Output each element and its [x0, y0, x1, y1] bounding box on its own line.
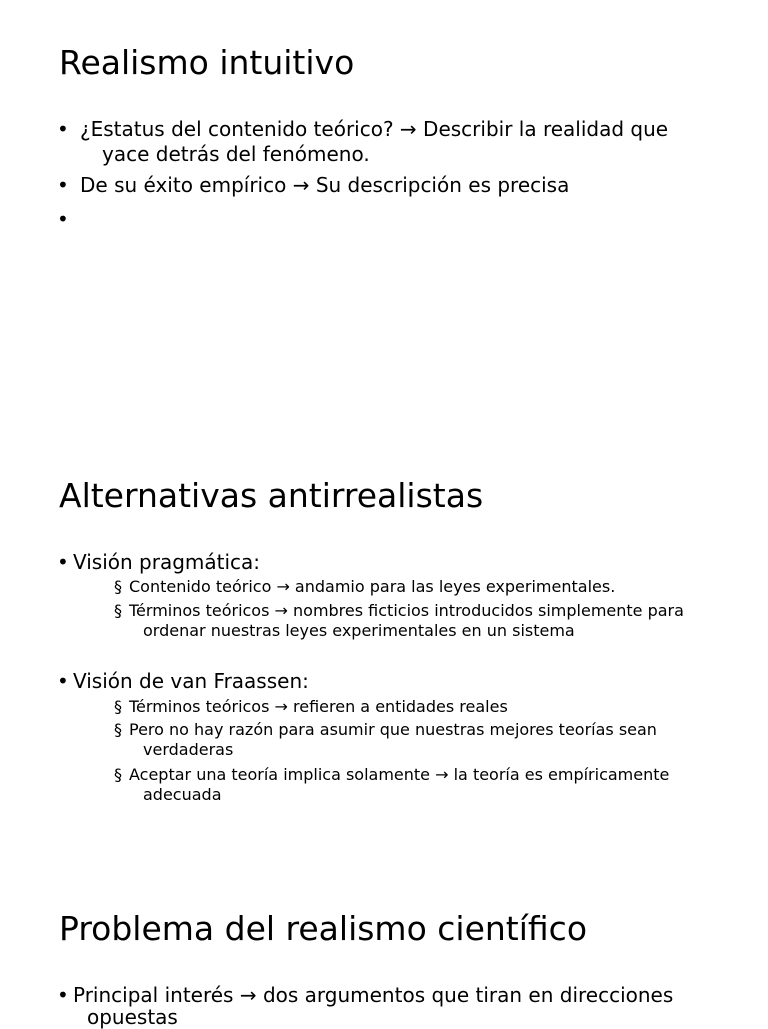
section-bullet-icon: § [114, 697, 122, 716]
bullet-text: De su éxito empírico → Su descripción es precisa [80, 173, 570, 197]
bullet-icon: • [57, 669, 69, 693]
slide-title: Realismo intuitivo [59, 43, 355, 82]
sub-bullet-text: Contenido teórico → andamio para las leyes experimentales. [129, 577, 616, 596]
bullet-icon: • [57, 983, 69, 1007]
slide-title: Alternativas antirrealistas [59, 476, 484, 515]
bullet-text: Principal interés → dos argumentos que tiran en direcciones opuestas [73, 983, 674, 1029]
bullet-text: Visión de van Fraassen: [73, 669, 309, 693]
sub-bullet-item [114, 601, 704, 641]
bullet-text: Visión pragmática: [73, 550, 261, 574]
sub-bullet-item [114, 765, 674, 805]
section-bullet-icon: § [114, 577, 122, 596]
bullet-item [57, 173, 707, 198]
bullet-icon: • [57, 173, 69, 197]
sub-bullet-text: Términos teóricos → nombres ficticios introducidos simplemente para ordenar nuestras leyes experimentales en un sistema [129, 601, 684, 640]
sub-bullet-text: Aceptar una teoría implica solamente → la teoría es empíricamente adecuada [129, 765, 670, 804]
bullet-icon: • [57, 207, 69, 231]
sub-bullet-item [114, 720, 714, 760]
section-bullet-icon: § [114, 601, 122, 620]
bullet-icon: • [57, 117, 69, 141]
sub-bullet-text: Pero no hay razón para asumir que nuestras mejores teorías sean verdaderas [129, 720, 657, 759]
sub-bullet-item [114, 697, 714, 717]
section-bullet-icon: § [114, 720, 122, 739]
sub-bullet-item [114, 577, 714, 597]
bullet-text: ¿Estatus del contenido teórico? → Describir la realidad que yace detrás del fenómeno. [80, 117, 669, 166]
bullet-icon: • [57, 550, 69, 574]
sub-bullet-text: Términos teóricos → refieren a entidades reales [129, 697, 508, 716]
slide-title: Problema del realismo científico [59, 909, 588, 948]
bullet-item [57, 984, 697, 1028]
section-bullet-icon: § [114, 765, 122, 784]
bullet-item [57, 117, 707, 167]
bullet-item [57, 551, 717, 573]
bullet-item [57, 670, 717, 692]
